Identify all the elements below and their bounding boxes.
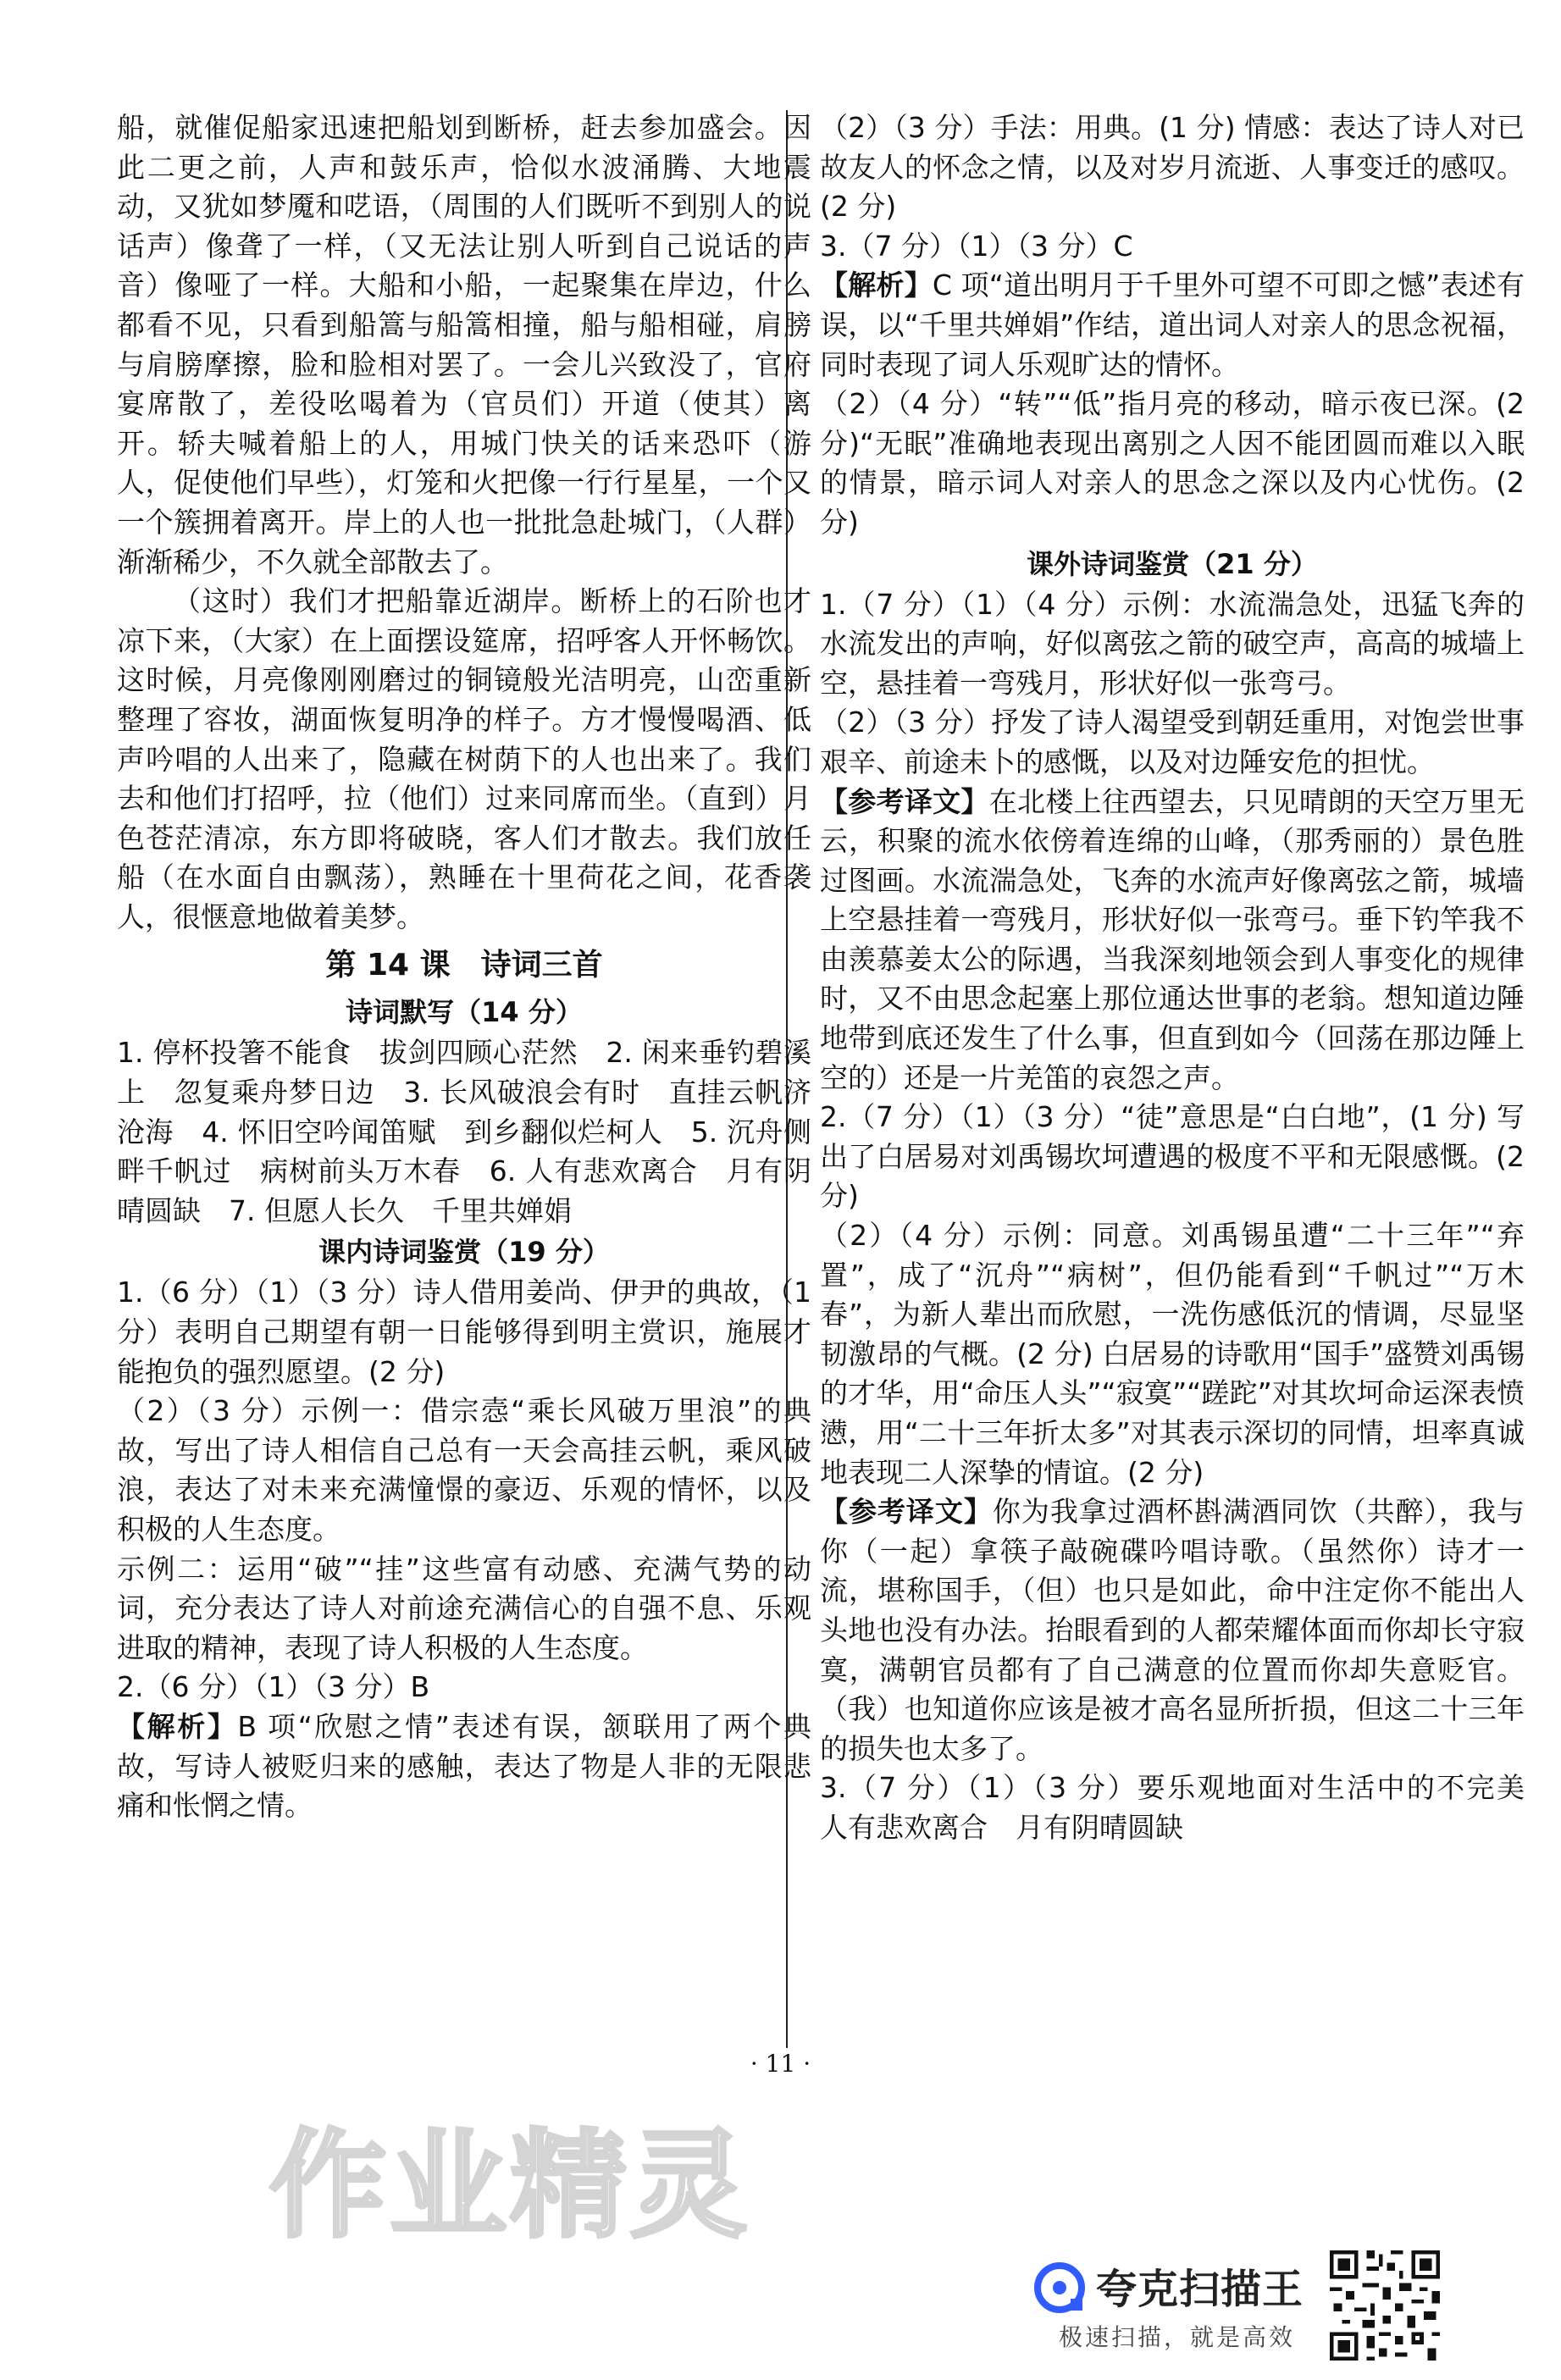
quark-logo-icon [1033, 2261, 1086, 2314]
right-column [820, 108, 1553, 1848]
section-title-outclass: 课外诗词鉴赏（21 分） [1027, 547, 1318, 580]
outclass-answer-1-2: （2）（3 分）抒发了诗人渴望受到朝廷重用，对饱尝世事艰辛、前途未卜的感慨，以及对边陲安危的担忧。 [820, 706, 1525, 778]
analysis-tag: 【解析】 [820, 268, 933, 302]
analysis-2-text: B 项“欣慰之情”表述有误，颔联用了两个典故，写诗人被贬归来的感触，表达了物是人非的无限悲痛和怅惘之情。 [117, 1709, 812, 1823]
outclass-answer-3-1: 3.（7 分）（1）（3 分）要乐观地面对生活中的不完美 人有悲欢离合 月有阴晴圆缺 [820, 1771, 1553, 1844]
answer-3-1: 3.（7 分）（1）（3 分）C [820, 229, 1133, 263]
translation-paragraph-1: 船，就催促船家迅速把船划到断桥，赶去参加盛会。因此二更之前，人声和鼓乐声，恰似水波涌腾、大地震动，又犹如梦魇和呓语，（周围的人们既听不到别人的说话声）像聋了一样，（又无法让别人听到自己说话的声音）像哑了一样。大船和小船，一起聚集在岸边，什么都看不见，只看到船篙与船篙相撞，船与船相碰，肩膀与肩膀摩擦，脸和脸相对罢了。一会儿兴致没了，官府宴席散了，差役吆喝着为（官员们）开道（使其）离开。轿夫喊着船上的人，用城门快关的话来恐吓（游人，促使他们早些），灯笼和火把像一行行星星，一个又一个簇拥着离开。岸上的人也一批批急赴城门，（人群）渐渐稀少，不久就全部散去了。 [117, 111, 811, 578]
qr-code-icon [1326, 2246, 1444, 2365]
section-title-recite: 诗词默写（14 分） [346, 996, 583, 1029]
reference-translation-1-text: 在北楼上往西望去，只见晴朗的天空万里无云，积聚的流水依傍着连绵的山峰，（那秀丽的）景色胜过图画。水流湍急处，飞奔的水流声好像离弦之箭，城墙上空悬挂着一弯残月，形状好似一张弯弓。垂下钓竿我不由羡慕姜太公的际遇，当我深刻地领会到人事变化的规律时，又不由思念起塞上那位通达世事的老翁。想知道边陲地带到底还发生了什么事，但直到如今（回荡在那边陲上空的）还是一片羌笛的哀怨之声。 [820, 784, 1525, 1094]
answer-3-2: （2）（4 分）“转”“低”指月亮的移动，暗示夜已深。(2 分)“无眠”准确地表现出离别之人因不能团圆而难以入眠的情景，暗示词人对亲人的思念之深以及内心忧伤。(2 分) [820, 387, 1525, 539]
outclass-answer-2-2: （2）（4 分）示例：同意。刘禹锡虽遭“二十三年”“弃置”，成了“沉舟”“病树”，但仍能看到“千帆过”“万木春”，为新人辈出而欣慰，一洗伤感低沉的情调，尽显坚韧激昂的气概。(2 分) 白居易的诗歌用“国手”盛赞刘禹锡的才华，用“命压人头”“寂寞”“蹉跎”对其坎坷命运深表愤懑，用“二十三年折太多”对其表示深切的同情，坦率真诚地表现二人深挚的情谊。(2 分) [820, 1219, 1525, 1489]
brand-name: 夸克扫描王 [1096, 2266, 1304, 2313]
translation-tag: 【参考译文】 [820, 1495, 993, 1529]
outclass-answer-1-1: 1.（7 分）（1）（4 分）示例：水流湍急处，迅猛飞奔的水流发出的声响，好似离弦之箭的破空声，高高的城墙上空，悬挂着一弯残月，形状好似一张弯弓。 [820, 587, 1525, 700]
recite-answers: 1. 停杯投箸不能食 拔剑四顾心茫然 2. 闲来垂钓碧溪上 忽复乘舟梦日边 3. 长风破浪会有时 直挂云帆济沧海 4. 怀旧空吟闻笛赋 到乡翻似烂柯人 5. 沉舟侧畔千帆过 病树前头万木春 6. 人有悲欢离合 月有阴晴圆缺 7. 但愿人长久 千里共婵娟 [117, 1036, 811, 1227]
reference-translation-1 [820, 783, 1525, 1099]
answer-1-3: 示例二：运用“破”“挂”这些富有动感、充满气势的动词，充分表达了诗人对前途充满信心的自强不息、乐观进取的精神，表现了诗人积极的人生态度。 [117, 1552, 811, 1664]
watermark-text: 作业精灵 [269, 2117, 751, 2254]
scanner-brand [1033, 2253, 1525, 2363]
section-title-inclass: 课内诗词鉴赏（19 分） [318, 1236, 610, 1269]
analysis-3-text: C 项“道出明月于千里外可望不可即之憾”表述有误，以“千里共婵娟”作结，道出词人对亲人的思念祝福，同时表现了词人乐观旷达的情怀。 [820, 268, 1525, 381]
answer-1-1: 1.（6 分）（1）（3 分）诗人借用姜尚、伊尹的典故，（1 分）表明自己期望有朝一日能够得到明主赏识，施展才能抱负的强烈愿望。(2 分) [117, 1276, 811, 1388]
analysis-tag: 【解析】 [117, 1709, 238, 1743]
answer-2-2: （2）（3 分）手法：用典。(1 分) 情感：表达了诗人对已故友人的怀念之情，以及对岁月流逝、人事变迁的感叹。(2 分) [820, 111, 1525, 224]
analysis-2 [117, 1708, 811, 1826]
lesson-title: 第 14 课 诗词三首 [325, 948, 603, 983]
reference-translation-2-text: 你为我拿过酒杯斟满酒同饮（共醉），我与你（一起）拿筷子敲碗碟吟唱诗歌。（虽然你）诗才一流，堪称国手，（但）也只是如此，命中注定你不能出人头地也没有办法。抬眼看到的人都荣耀体面而你却长守寂寞，满朝官员都有了自己满意的位置而你却失意贬官。（我）也知道你应该是被才高名显所折损，但这二十三年的损失也太多了。 [820, 1495, 1525, 1765]
answer-2-1: 2.（6 分）（1）（3 分）B [117, 1670, 430, 1704]
answer-1-2: （2）（3 分）示例一：借宗悫“乘长风破万里浪”的典故，写出了诗人相信自己总有一天会高挂云帆，乘风破浪，表达了对未来充满憧憬的豪迈、乐观的情怀，以及积极的人生态度。 [117, 1394, 811, 1546]
reference-translation-2 [820, 1492, 1525, 1768]
translation-paragraph-2: （这时）我们才把船靠近湖岸。断桥上的石阶也才凉下来，（大家）在上面摆设筵席，招呼客人开怀畅饮。这时候，月亮像刚刚磨过的铜镜般光洁明亮，山峦重新整理了容妆，湖面恢复明净的样子。方才慢慢喝酒、低声吟唱的人出来了，隐藏在树荫下的人也出来了。我们去和他们打招呼，拉（他们）过来同席而坐。（直到）月色苍茫清凉，东方即将破晓，客人们才散去。我们放任船（在水面自由飘荡），熟睡在十里荷花之间，花香袭人，很惬意地做着美梦。 [117, 584, 811, 933]
translation-tag: 【参考译文】 [820, 784, 989, 818]
left-column [117, 108, 811, 1826]
outclass-answer-2-1: 2.（7 分）（1）（3 分）“徒”意思是“白白地”，(1 分) 写出了白居易对刘禹锡坎坷遭遇的极度不平和无限感慨。(2 分) [820, 1100, 1525, 1213]
page-number: · 11 · [750, 2050, 811, 2078]
analysis-3 [820, 266, 1525, 385]
brand-slogan: 极速扫描，就是高效 [1059, 2323, 1296, 2351]
